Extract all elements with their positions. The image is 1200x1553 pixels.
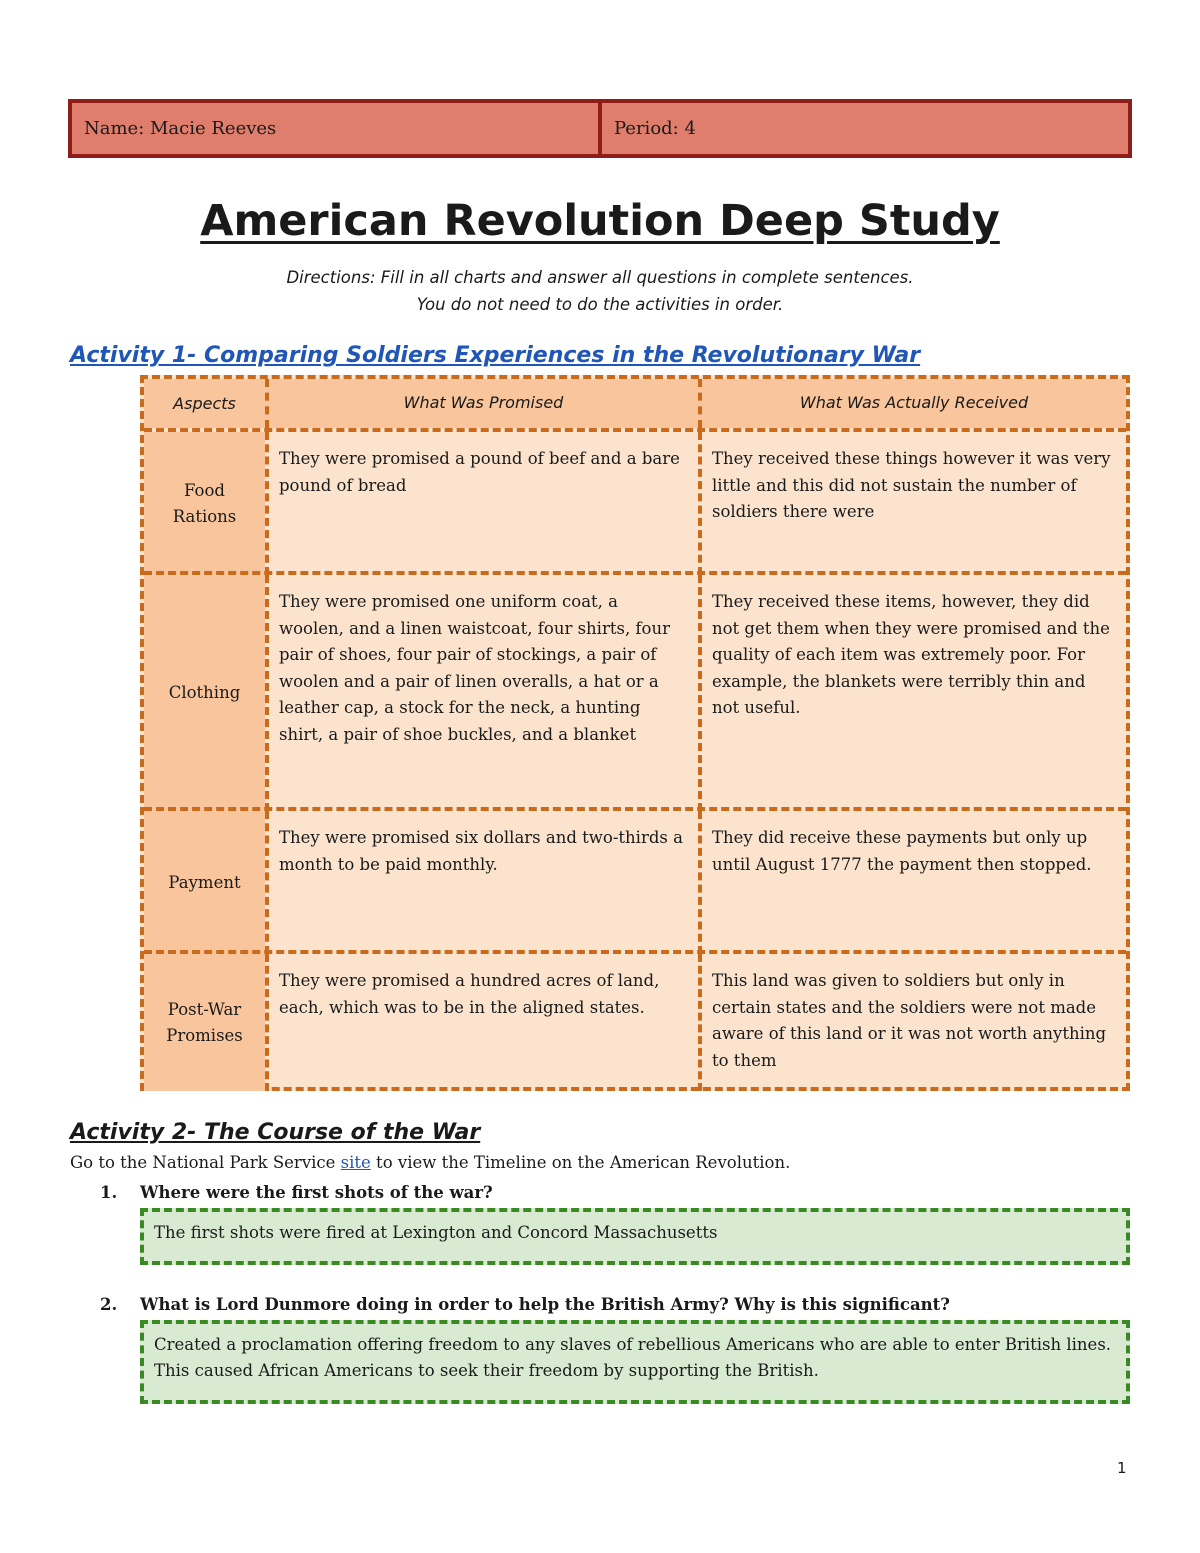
promised-cell[interactable]: They were promised a hundred acres of land, each, which was to be in the aligned states. (265, 954, 698, 1091)
column-header-aspects: Aspects (144, 379, 265, 428)
promised-cell[interactable]: They were promised a pound of beef and a bare pound of bread (265, 432, 698, 575)
received-cell[interactable]: They received these items, however, they did not get them when they were promised and the quality of each item was extremely poor. For example, the blankets were terribly thin and not useful. (698, 575, 1126, 811)
received-cell[interactable]: They received these things however it was very little and this did not sustain the number of soldiers there were (698, 432, 1126, 575)
table-row-post-war-promises (144, 950, 1126, 1091)
aspect-cell: Food Rations (144, 432, 265, 575)
table-row-food-rations (144, 428, 1126, 575)
promised-cell[interactable]: They were promised six dollars and two-thirds a month to be paid monthly. (265, 811, 698, 954)
question-text: Where were the first shots of the war? (140, 1183, 493, 1202)
question-number: 1. (100, 1183, 118, 1202)
activity-1-heading: Activity 1- Comparing Soldiers Experiences in the Revolutionary War (70, 343, 921, 368)
column-header-received: What Was Actually Received (698, 379, 1126, 428)
aspect-cell: Post-War Promises (144, 954, 265, 1091)
table-header-row (144, 379, 1126, 428)
question-2 (100, 1295, 950, 1314)
page-title: American Revolution Deep Study (200, 196, 1000, 246)
promised-cell[interactable]: They were promised one uniform coat, a woolen, and a linen waistcoat, four shirts, four pair of shoes, four pair of stockings, a pair of woolen and a pair of linen overalls, a hat or a leather cap, a stock for the neck, a hunting shirt, a pair of shoe buckles, and a blanket (265, 575, 698, 811)
question-text: What is Lord Dunmore doing in order to help the British Army? Why is this significant? (140, 1295, 950, 1314)
student-name[interactable]: Name: Macie Reeves (72, 103, 602, 154)
received-cell[interactable]: This land was given to soldiers but only in certain states and the soldiers were not made aware of this land or it was not worth anything to them (698, 954, 1126, 1091)
table-row-payment (144, 807, 1126, 954)
question-1 (100, 1183, 493, 1202)
student-info-table (68, 99, 1132, 158)
table-row-clothing (144, 571, 1126, 811)
instructions-text-after: to view the Timeline on the American Revolution. (370, 1153, 791, 1172)
activity-2-heading: Activity 2- The Course of the War (70, 1120, 481, 1145)
page-number: 1 (1117, 1459, 1127, 1477)
national-park-service-link[interactable]: site (340, 1153, 371, 1172)
class-period[interactable]: Period: 4 (614, 118, 696, 139)
activity-2-instructions (70, 1153, 790, 1172)
aspect-cell: Clothing (144, 575, 265, 811)
answer-box-2[interactable]: Created a proclamation offering freedom to any slaves of rebellious Americans who are able to enter British lines. This caused African Americans to seek their freedom by supporting the British. (140, 1320, 1130, 1404)
column-header-promised: What Was Promised (265, 379, 698, 428)
instructions-text-before: Go to the National Park Service (70, 1153, 341, 1172)
aspect-cell: Payment (144, 811, 265, 954)
question-number: 2. (100, 1295, 118, 1314)
directions-line-1: Directions: Fill in all charts and answer all questions in complete sentences. (286, 268, 914, 287)
soldiers-experiences-table (140, 375, 1130, 1091)
directions-line-2: You do not need to do the activities in order. (416, 295, 784, 314)
directions (0, 264, 1200, 318)
answer-box-1[interactable]: The first shots were fired at Lexington and Concord Massachusetts (140, 1208, 1130, 1265)
received-cell[interactable]: They did receive these payments but only up until August 1777 the payment then stopped. (698, 811, 1126, 954)
